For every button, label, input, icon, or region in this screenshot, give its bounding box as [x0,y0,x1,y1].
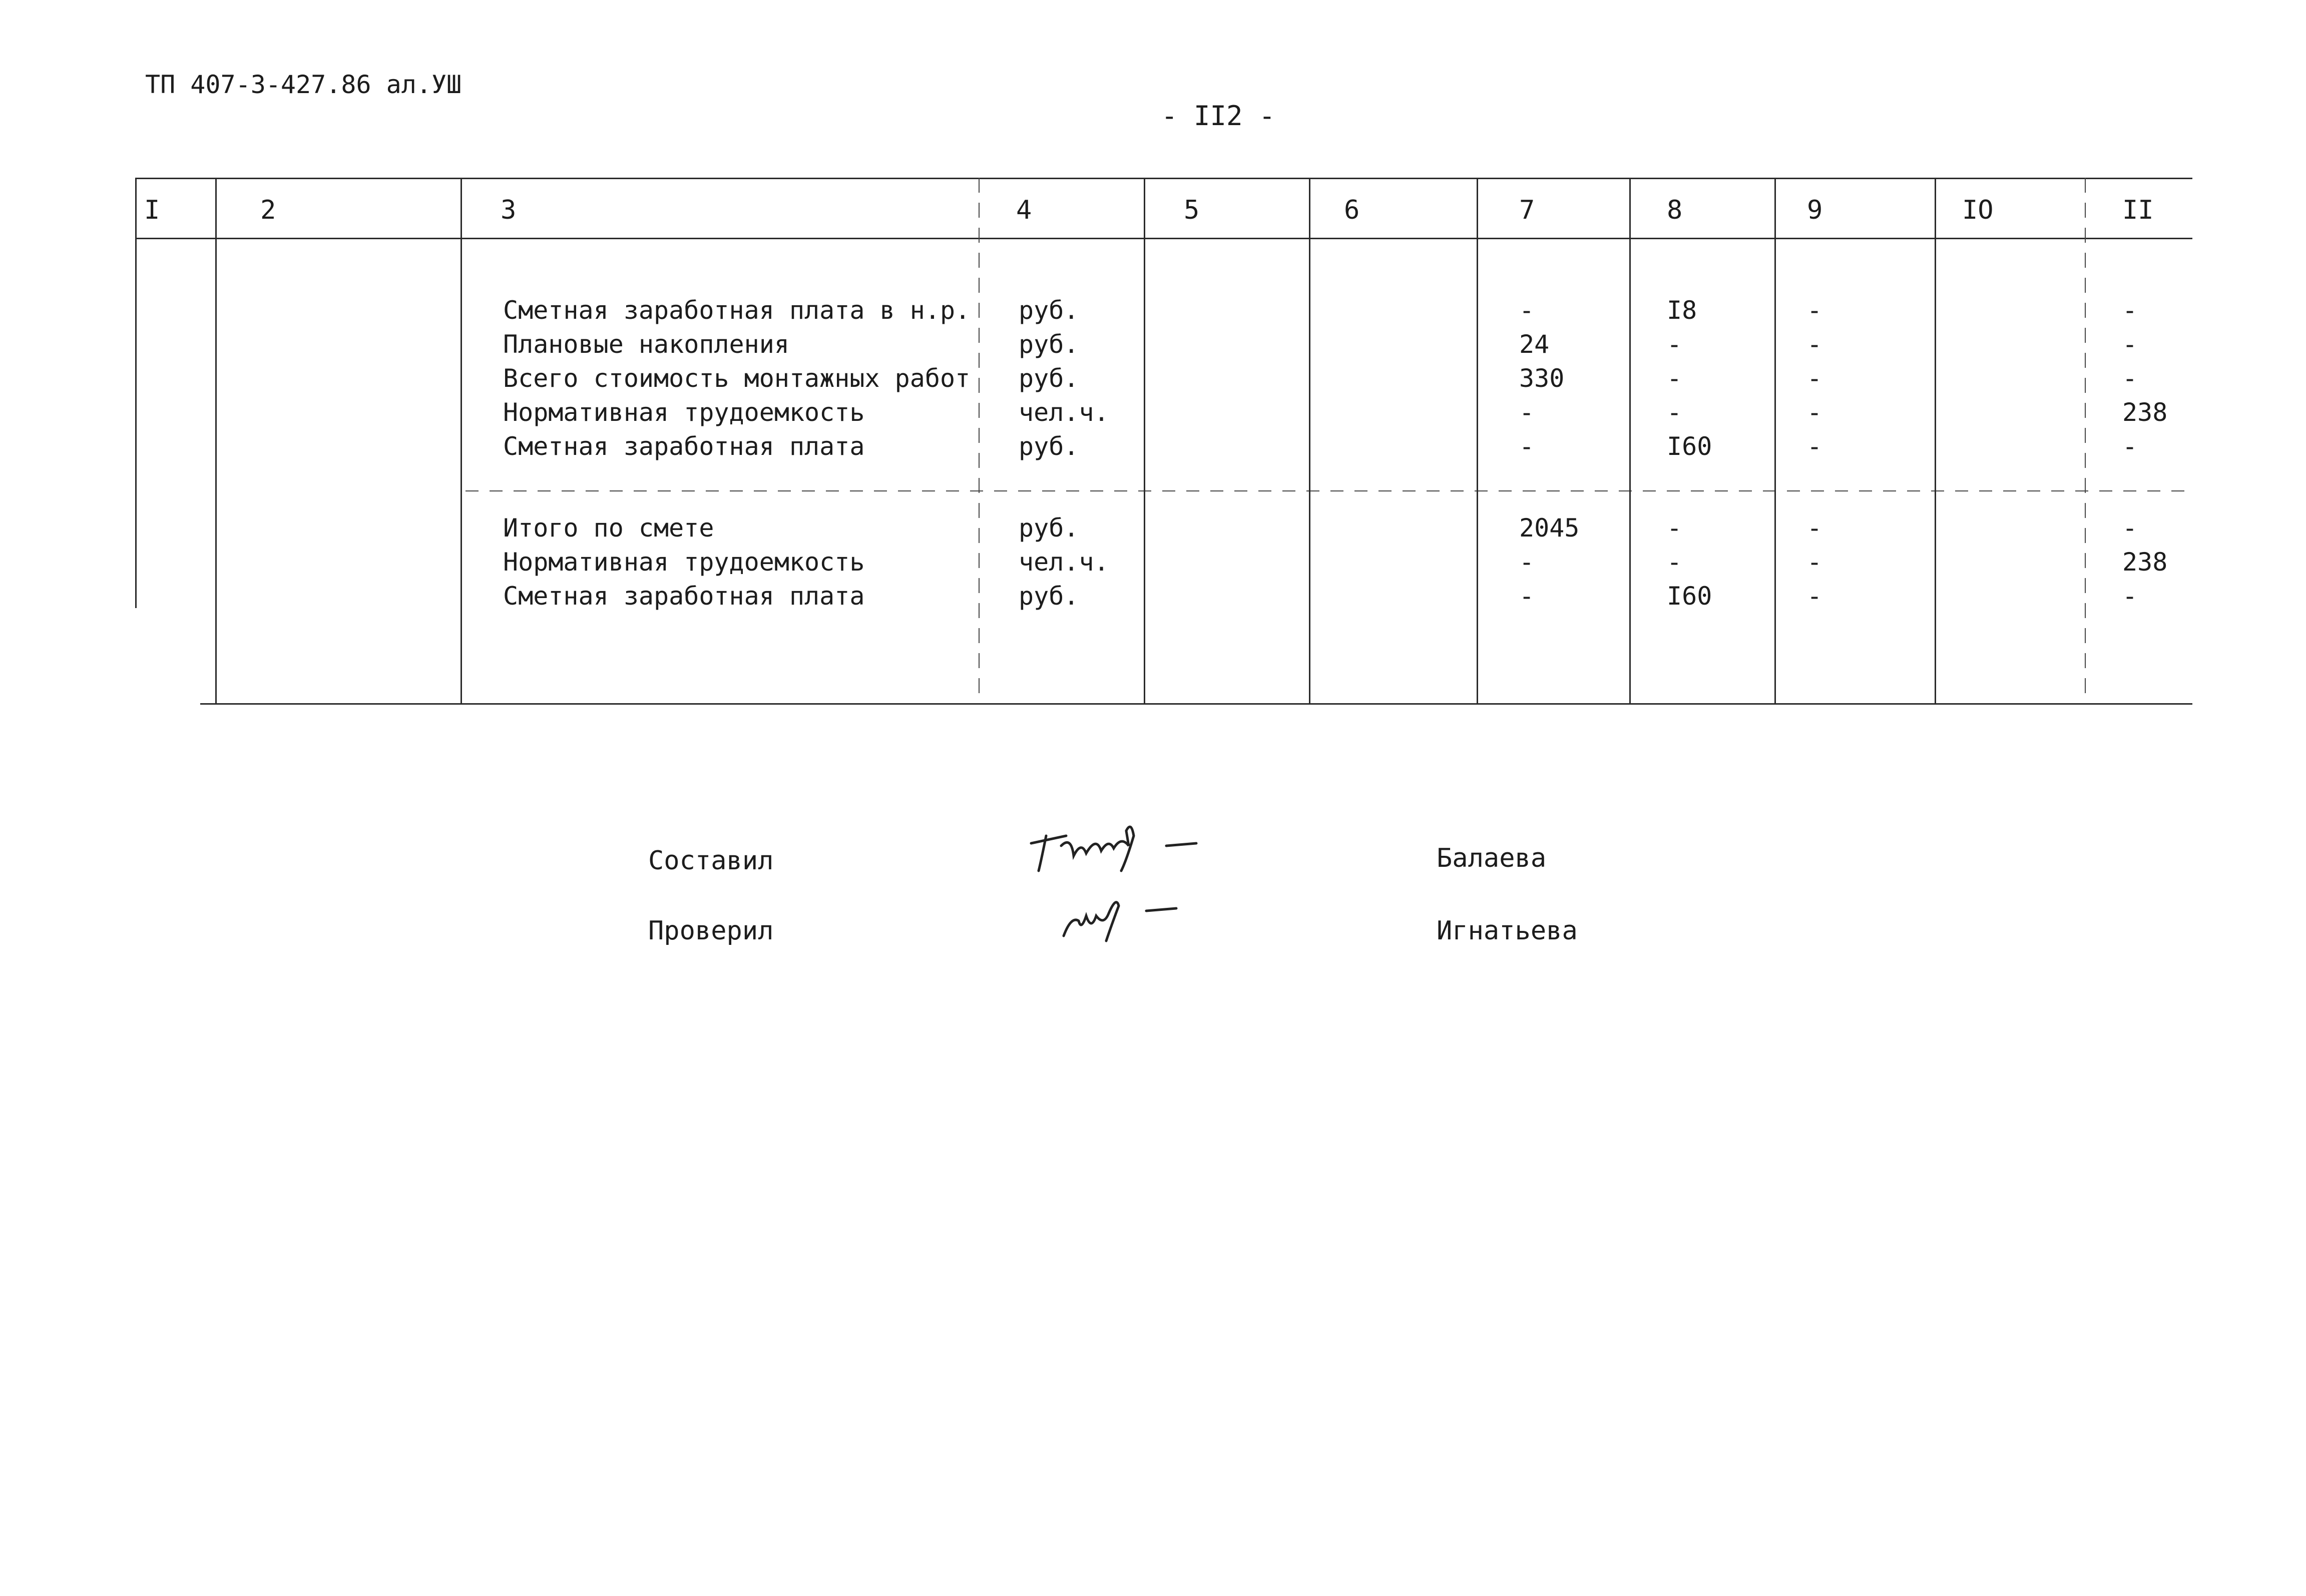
compiled-signature [1026,816,1216,881]
col-header-2: 2 [260,195,276,225]
col-header-3: 3 [501,195,517,225]
row-value-c9: - [1807,582,1822,611]
row-value-c7: - [1519,432,1535,461]
row-value-c9: - [1807,364,1822,393]
row-unit: руб. [1019,296,1079,325]
row-value-c7: - [1519,296,1535,325]
row-label: Нормативная трудоемкость [503,398,865,427]
row-value-c8: - [1667,513,1682,543]
col-header-1: I [144,195,160,225]
row-unit: руб. [1019,364,1079,393]
row-value-c7: 24 [1519,330,1550,359]
row-value-c8: - [1667,364,1682,393]
row-value-c9: - [1807,296,1822,325]
col-border [1144,178,1145,703]
row-value-c11: 238 [2122,548,2168,577]
table-top-border [135,178,2192,179]
col-border [215,178,217,703]
col-border [979,178,980,703]
col-border [460,178,462,703]
row-value-c11: 238 [2122,398,2168,427]
group-separator [466,490,2192,491]
row-value-c7: 2045 [1519,513,1580,543]
row-value-c8: I8 [1667,296,1697,325]
row-value-c11: - [2122,432,2138,461]
row-unit: руб. [1019,432,1079,461]
col-header-10: IO [1962,195,1994,225]
row-value-c7: - [1519,548,1535,577]
row-label: Нормативная трудоемкость [503,548,865,577]
row-unit: руб. [1019,330,1079,359]
row-unit: чел.ч. [1019,398,1109,427]
row-value-c11: - [2122,330,2138,359]
row-label: Итого по смете [503,513,714,543]
row-value-c9: - [1807,513,1822,543]
row-value-c7: 330 [1519,364,1565,393]
row-value-c11: - [2122,364,2138,393]
compiled-by-label: Составил [648,846,774,876]
row-value-c8: I60 [1667,582,1712,611]
row-label: Сметная заработная плата в н.р. [503,296,971,325]
col-border [1629,178,1631,703]
page-number: - II2 - [1161,100,1275,132]
row-unit: руб. [1019,513,1079,543]
estimate-table [135,178,2192,706]
row-label: Плановые накопления [503,330,789,359]
row-value-c9: - [1807,398,1822,427]
row-label: Всего стоимость монтажных работ [503,364,971,393]
col-border [1477,178,1478,703]
checked-by-name: Игнатьева [1437,916,1578,946]
compiled-by-name: Балаева [1437,843,1547,873]
row-value-c11: - [2122,582,2138,611]
table-bottom-border [200,703,2192,705]
col-header-8: 8 [1667,195,1683,225]
row-value-c9: - [1807,330,1822,359]
row-label: Сметная заработная плата [503,582,865,611]
row-value-c8: - [1667,548,1682,577]
col-header-5: 5 [1184,195,1200,225]
row-value-c7: - [1519,398,1535,427]
row-value-c11: - [2122,296,2138,325]
col-border [1774,178,1776,703]
col-border [1309,178,1310,703]
header-bottom-border [135,238,2192,239]
row-unit: чел.ч. [1019,548,1109,577]
col-header-6: 6 [1344,195,1360,225]
row-value-c9: - [1807,432,1822,461]
col-header-11: II [2122,195,2154,225]
row-value-c7: - [1519,582,1535,611]
col-border [2085,178,2086,703]
col-border [1935,178,1936,703]
row-value-c11: - [2122,513,2138,543]
checked-by-label: Проверил [648,916,774,946]
col-header-9: 9 [1807,195,1823,225]
row-value-c8: - [1667,330,1682,359]
document-code: ТП 407-3-427.86 ал.УШ [145,70,462,99]
row-value-c9: - [1807,548,1822,577]
row-value-c8: I60 [1667,432,1712,461]
col-header-4: 4 [1016,195,1032,225]
row-value-c8: - [1667,398,1682,427]
row-unit: руб. [1019,582,1079,611]
checked-signature [1056,886,1216,946]
row-label: Сметная заработная плата [503,432,865,461]
col-header-7: 7 [1519,195,1535,225]
left-border [135,178,137,608]
